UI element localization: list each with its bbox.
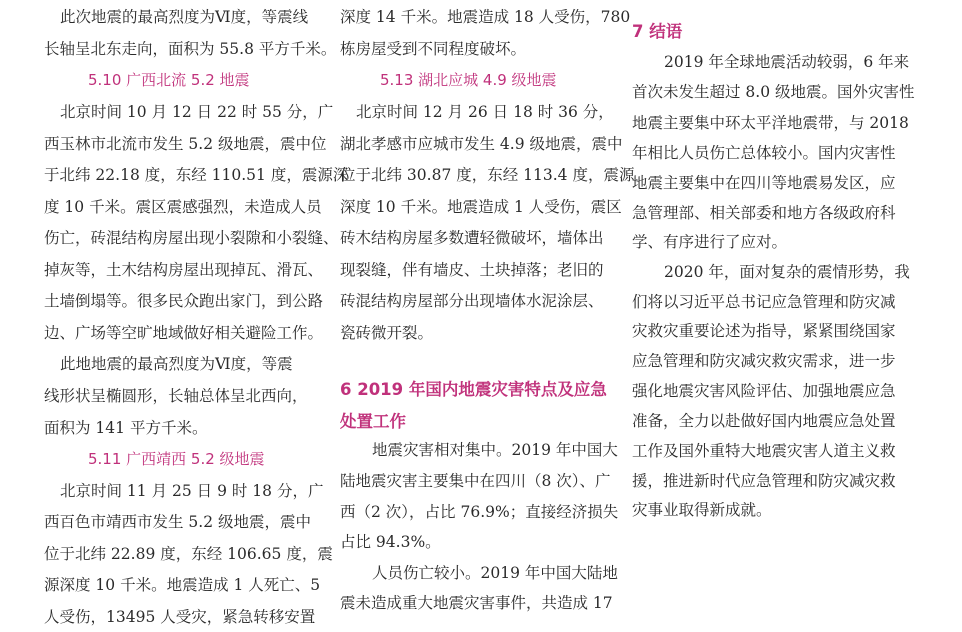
subsection-heading: 5.11 广西靖西 5.2 级地震 (88, 450, 265, 468)
text-line: 掉灰等，土木结构房屋出现掉瓦、滑瓦、 (44, 261, 324, 279)
text-line: 长轴呈北东走向，面积为 55.8 平方千米。 (44, 40, 337, 58)
text-line: 西（2 次），占比 76.9%；直接经济损失 (340, 503, 619, 521)
text-line: 强化地震灾害风险评估、加强地震应急 (632, 382, 896, 400)
text-line: 边、广场等空旷地域做好相关避险工作。 (44, 324, 324, 342)
text-line: 工作及国外重特大地震灾害人道主义救 (632, 442, 896, 460)
text-line: 度 10 千米。震区震感强烈，未造成人员 (44, 198, 322, 216)
text-line: 位于北纬 30.87 度，东经 113.4 度，震源 (340, 166, 635, 184)
text-line: 地震主要集中在四川等地震易发区，应 (632, 174, 896, 192)
section-heading: 处置工作 (340, 412, 406, 431)
text-line: 瓷砖微开裂。 (340, 324, 434, 342)
subsection-heading: 5.10 广西北流 5.2 地震 (88, 71, 250, 89)
text-line: 人员伤亡较小。2019 年中国大陆地 (372, 564, 618, 582)
text-line: 源深度 10 千米。地震造成 1 人死亡、5 (44, 576, 321, 594)
text-line: 现裂缝，伴有墙皮、土块掉落；老旧的 (340, 261, 604, 279)
text-line: 北京时间 12 月 26 日 18 时 36 分， (356, 103, 614, 121)
text-line: 土墙倒塌等。很多民众跑出家门，到公路 (44, 292, 324, 310)
text-line: 学、有序进行了应对。 (632, 233, 788, 251)
text-line: 此次地震的最高烈度为Ⅵ度，等震线 (60, 8, 309, 26)
text-line: 地震灾害相对集中。2019 年中国大 (372, 441, 618, 459)
text-line: 2019 年全球地震活动较弱，6 年来 (664, 53, 910, 71)
text-line: 2020 年，面对复杂的震情形势，我 (664, 263, 910, 281)
text-line: 陆地震灾害主要集中在四川（8 次）、广 (340, 472, 611, 490)
text-line: 砖混结构房屋部分出现墙体水泥涂层、 (340, 292, 604, 310)
text-line: 灾救灾重要论述为指导，紧紧围绕国家 (632, 322, 896, 340)
text-line: 栋房屋受到不同程度破坏。 (340, 40, 527, 58)
text-line: 准备，全力以赴做好国内地震应急处置 (632, 412, 896, 430)
text-line: 面积为 141 平方千米。 (44, 419, 208, 437)
text-line: 西百色市靖西市发生 5.2 级地震，震中 (44, 513, 312, 531)
text-line: 湖北孝感市应城市发生 4.9 级地震，震中 (340, 135, 623, 153)
section-heading: 7 结语 (632, 22, 683, 41)
text-line: 深度 10 千米。地震造成 1 人受伤，震区 (340, 198, 622, 216)
text-line: 援，推进新时代应急管理和防灾减灾救 (632, 472, 896, 490)
text-line: 地震主要集中环太平洋地震带，与 2018 (632, 114, 909, 132)
text-line: 线形状呈椭圆形，长轴总体呈北西向， (44, 387, 308, 405)
text-line: 伤亡，砖混结构房屋出现小裂隙和小裂缝、 (44, 229, 339, 247)
text-line: 首次未发生超过 8.0 级地震。国外灾害性 (632, 83, 915, 101)
section-heading: 6 2019 年国内地震灾害特点及应急 (340, 380, 607, 399)
text-line: 此地地震的最高烈度为Ⅵ度，等震 (60, 355, 293, 373)
text-line: 砖木结构房屋多数遭轻微破坏，墙体出 (340, 229, 604, 247)
text-line: 北京时间 11 月 25 日 9 时 18 分，广 (60, 482, 324, 500)
text-line: 震未造成重大地震灾害事件，共造成 17 (340, 594, 613, 612)
text-line: 占比 94.3%。 (340, 533, 441, 551)
text-line: 们将以习近平总书记应急管理和防灾减 (632, 293, 896, 311)
text-line: 应急管理和防灾减灾救灾需求，进一步 (632, 352, 896, 370)
text-line: 人受伤，13495 人受灾，紧急转移安置 (44, 608, 316, 626)
text-line: 北京时间 10 月 12 日 22 时 55 分，广 (60, 103, 334, 121)
text-line: 位于北纬 22.89 度，东经 106.65 度，震 (44, 545, 333, 563)
text-line: 于北纬 22.18 度，东经 110.51 度，震源深 (44, 166, 349, 184)
text-line: 西玉林市北流市发生 5.2 级地震，震中位 (44, 135, 327, 153)
text-line: 年相比人员伤亡总体较小。国内灾害性 (632, 144, 896, 162)
text-line: 深度 14 千米。地震造成 18 人受伤，780 (340, 8, 631, 26)
text-line: 急管理部、相关部委和地方各级政府科 (632, 204, 896, 222)
text-line: 灾事业取得新成就。 (632, 501, 772, 519)
subsection-heading: 5.13 湖北应城 4.9 级地震 (380, 71, 557, 89)
